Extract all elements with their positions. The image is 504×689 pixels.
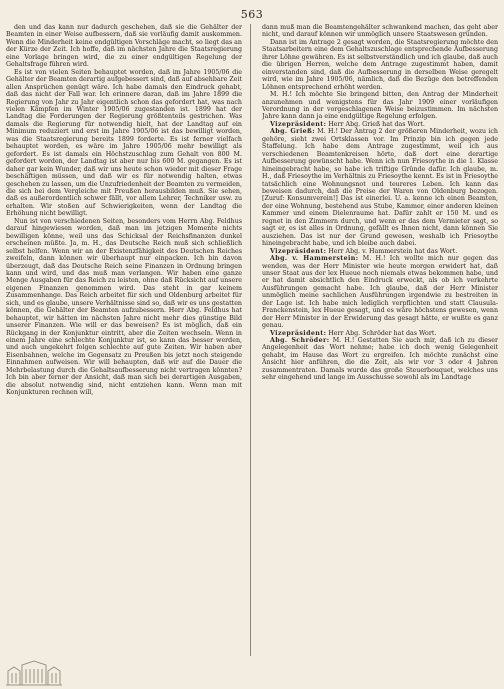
speaker-label: Vizepräsident: [270, 247, 327, 255]
library-building-stamp [4, 659, 64, 687]
right-text-column [262, 24, 498, 664]
speaker-label: Abg. Schröder: [270, 337, 330, 345]
speaker-label: Abg. v. Hammerstein: [270, 255, 359, 263]
right-paragraph [262, 24, 498, 39]
speech-text: M. H.! Gestatten Sie auch mir, daß ich zu dieser Angelegenheit das Wort nehme; habe ich doch wenig Gelegenheit gehabt, im Hause das Wort zu ergreifen. Ich möchte zunächst eine Ansicht hier anführen, die die Zeit, als wir vor 3 oder 4 Jahren zusammentraten. Damals wurde das große Steuerbouquet, welches uns sehr eingehend und lange im Ausschusse sowohl als im Landtage [262, 337, 498, 382]
right-paragraph [262, 91, 498, 121]
speaker-label: Vizepräsident: [270, 329, 327, 337]
right-paragraph [262, 121, 498, 128]
speaker-label: Vizepräsident: [270, 120, 327, 128]
left-paragraph: Es ist von vielen Seiten behauptet worden, daß im Jahre 1905/06 die Gehälter der Beamten derartig aufgebessert sind, daß auf absehbare Zeit allen Ansprüchen genügt wäre. Ich habe damals den Eindruck gehabt, daß das nicht der Fall war. Ich erinnere daran, daß im Jahre 1899 die Regierung von Jahr zu Jahr eigentlich schon das gefordert hat, was nach vielen Kämpfen im Winter 1905/06 zugestanden ist. 1899 hat der Landtag die Forderungen der Regierung größtenteils gestrichen. Was damals die Regierung für notwendig hielt, hat der Landtag auf ein Minimum reduziert und erst im Jahre 1905/06 ist das bewilligt worden, was die Staatsregierung bereits 1899 forderte. Es ist ferner vielfach behauptet worden, es wäre im Jahre 1905/06 mehr bewilligt als gefordert. Es ist damals ein Höchstzuschlag zum Gehalt von 800 M. gefordert worden, der Landtag ist aber nur bis 600 M. gegangen. Es ist daher gar kein Wunder, daß wir uns heute schon wieder mit dieser Frage beschäftigen müssen, und daß wir es für notwendig halten, etwas geschehen zu lassen, um die Unzufriedenheit der Beamten zu vermeiden, die sich bei dem Vergleiche mit Preußen herausbilden muß. Sie sehen, daß es außerordentlich schwer fällt, vor allem Lehrer, Techniker usw. zu erhalten. Wir stoßen auf Schwierigkeiten, wenn der Landtag die Erhöhung nicht bewilligt. [6, 68, 242, 218]
right-paragraph [262, 128, 498, 247]
speech-text: M. H.! Ich wollte mich nur gegen das wenden, was der Herr Minister wie heute morgen erwidert hat, daß unser Staat aus der lex Hueue noch niemals etwas bekommen habe, und er hat damit absichtlich den Eindruck erweckt, als ob ich verkehrte Ausführungen gemacht habe. Ich glaube, daß der Herr Minister unmöglich meine sachlichen Ausführungen irgendwie zu bestreiten in der Lage ist. Ich habe mich lediglich verpflichten und statt Clausula-Franckenstein, lex Hueue gesagt, und es wäre höchstens gewesen, wenn der Herr Minister in der Erwiderung das gesagt hätte, er wußte es ganz genau. [262, 255, 498, 330]
left-paragraph: Nun ist von verschiedenen Seiten, besonders vom Herrn Abg. Feldhus darauf hingewiesen worden, daß man im jetzigen Momente nichts bewilligen könne, weil uns das Schicksal der Reichsfinanzen dunkel erscheinen müßte. Ja, m. H., das Deutsche Reich muß sich schließlich selbst helfen. Wenn wir an der Existenzfähigkeit des Deutschen Reiches zweifeln, dann können wir überhaupt nur einpacken. Ich bin davon überzeugt, daß das Deutsche Reich seine Finanzen in Ordnung bringen kann und wird, und das muß man verlangen. Wir haben eine ganze Menge Ausgaben für das Reich zu leisten, ohne daß Rücksicht auf unsere eigenen Finanzen genommen wird. Das steht in gar keinem Zusammenhange. Das Reich arbeitet für sich und Oldenburg arbeitet für sich, und es glaube, unsere Verhältnisse sind so, daß wir es uns gestatten können, die Gehälter der Beamten aufzubessern. Herr Abg. Feldhus hat behauptet, wir hätten im nächsten Jahre nicht mehr dies günstige Bild unserer Finanzen. Wie will er das beweisen? Es ist möglich, daß ein Rückgang in der Konjunktur eintritt, aber die Zeiten wechseln. Wenn in einem Jahre eine schlechte Konjunktur ist, so kann das besser werden, und auch ungekehrt folgen schlechte auf gute Zeiten. Wir haben aber Eisenbahnen, welche im Gegensatz zu Preußen bis jetzt noch steigende Einnahmen aufweisen. Wir will behaupten, daß wir auf die Dauer die Mehrbelastung durch die Gehaltsaufbesserung nicht vertragen könnten? Ich bin aber ferner der Ansicht, daß man sich bei derartigen Ausgaben, die absolut notwendig sind, nicht entziehen kann. Wenn man mit Konjunkturen rechnen will, [6, 217, 242, 397]
right-paragraph [262, 330, 498, 337]
column-divider [250, 24, 251, 656]
speech-text: M. H.! Ich möchte Sie bringend bitten, den Antrag der Minderheit anzunehmen und wenigstens für das Jahr 1909 einer vorläufigen Verordnung in der vorgeschlagenen Weise beizustimmen. Im nächsten Jahre kann dann ja eine endgültige Regelung erfolgen. [262, 91, 498, 121]
speech-text: Dann ist im Antrage 2 gesagt worden, die Staatsregierung möchte den Staatsarbeitern eine dem Gehaltszuschlage entsprechende Aufbesserung ihrer Löhne gewähren. Es ist selbstverständlich und ich glaube, daß auch die übrigen Herren, welche dem Antrage zugestimmt haben, damit einverstanden sind, daß die Aufbesserung in derselben Weise geregelt wird, wie im Jahre 1905/06, nämlich, daß die Bezüge den betreffenden Löhnen entsprechend erhöht werden. [262, 38, 498, 91]
right-paragraph [262, 337, 498, 382]
right-paragraph [262, 248, 498, 255]
page-number: 563 [240, 8, 264, 21]
right-paragraph [262, 39, 498, 91]
right-paragraph [262, 255, 498, 330]
speech-text: Herr Abg. v. Hammerstein hat das Wort. [326, 247, 458, 255]
speech-text: Herr Abg. Schröder hat das Wort. [326, 329, 437, 337]
left-paragraph: den und das kann nur dadurch geschehen, daß sie die Gehälter der Beamten in einer Weise aufbessern, daß sie vorläufig damit auskommen. Wenn die Minderheit keine endgültigen Vorschläge macht, so liegt das an der Kürze der Zeit. Ich hoffe, daß im nächsten Jahre die Staatsregierung eine Vorlage bringen wird, die zu einer endgültigen Regelung der Gehaltsfrage führen wird. [6, 24, 242, 69]
speech-text: dann muß man die Beamtengehälter schwankend machen, das geht aber nicht, und darauf können wir unmöglich unsere Staatswesen gründen. [262, 24, 498, 39]
speech-text: M. H.! Der Antrag 2 der größeren Minderheit, wozu ich gehöre, sieht zwei Ortsklassen vor. Im Prinzip bin ich gegen jede Staffelung. Ich habe dem Antrage zugestimmt, weil ich aus verschiedenen Beamtenkreisen hörte, daß dort eine derartige Aufbesserung gewünscht habe. Wenn ich nun Friesoythe in die 1. Klasse hineingebracht habe, so habe ich triftige Gründe dafür. Ich glaube, m. H., daß Friesoythe im Verhältnis zu Friesoythe kennt. Es ist in Friesoythe tatsächlich eine Wohnungsnot und teureres Leben. Ich kann das beweisen dadurch, daß die Preise der Waren von Oldenburg bezogen. [Zuruf: Konsumverein!] Das ist einerlei. U. a. kenne ich einen Beamten, der eine Wohnung, bestehend aus Stube, Kammer, einer anderen kleinen Kammer und einem Dielenraume hat. Dafür zahlt er 150 M. und es regnet in den Zimmern durch, und wenn er das dem Vermieter sagt, so sagt er, es ist alles in Ordnung, gefällt es Ihnen nicht, dann können Sie ausziehen. Das ist nur der Grund gewesen, weshalb ich Friesoythe hineingebracht habe, und ich bleibe auch dabei. [262, 128, 498, 248]
left-text-column [6, 24, 242, 664]
speech-text: Herr Abg. Grieß hat das Wort. [326, 120, 425, 128]
speaker-label: Abg. Grieß: [270, 128, 315, 136]
